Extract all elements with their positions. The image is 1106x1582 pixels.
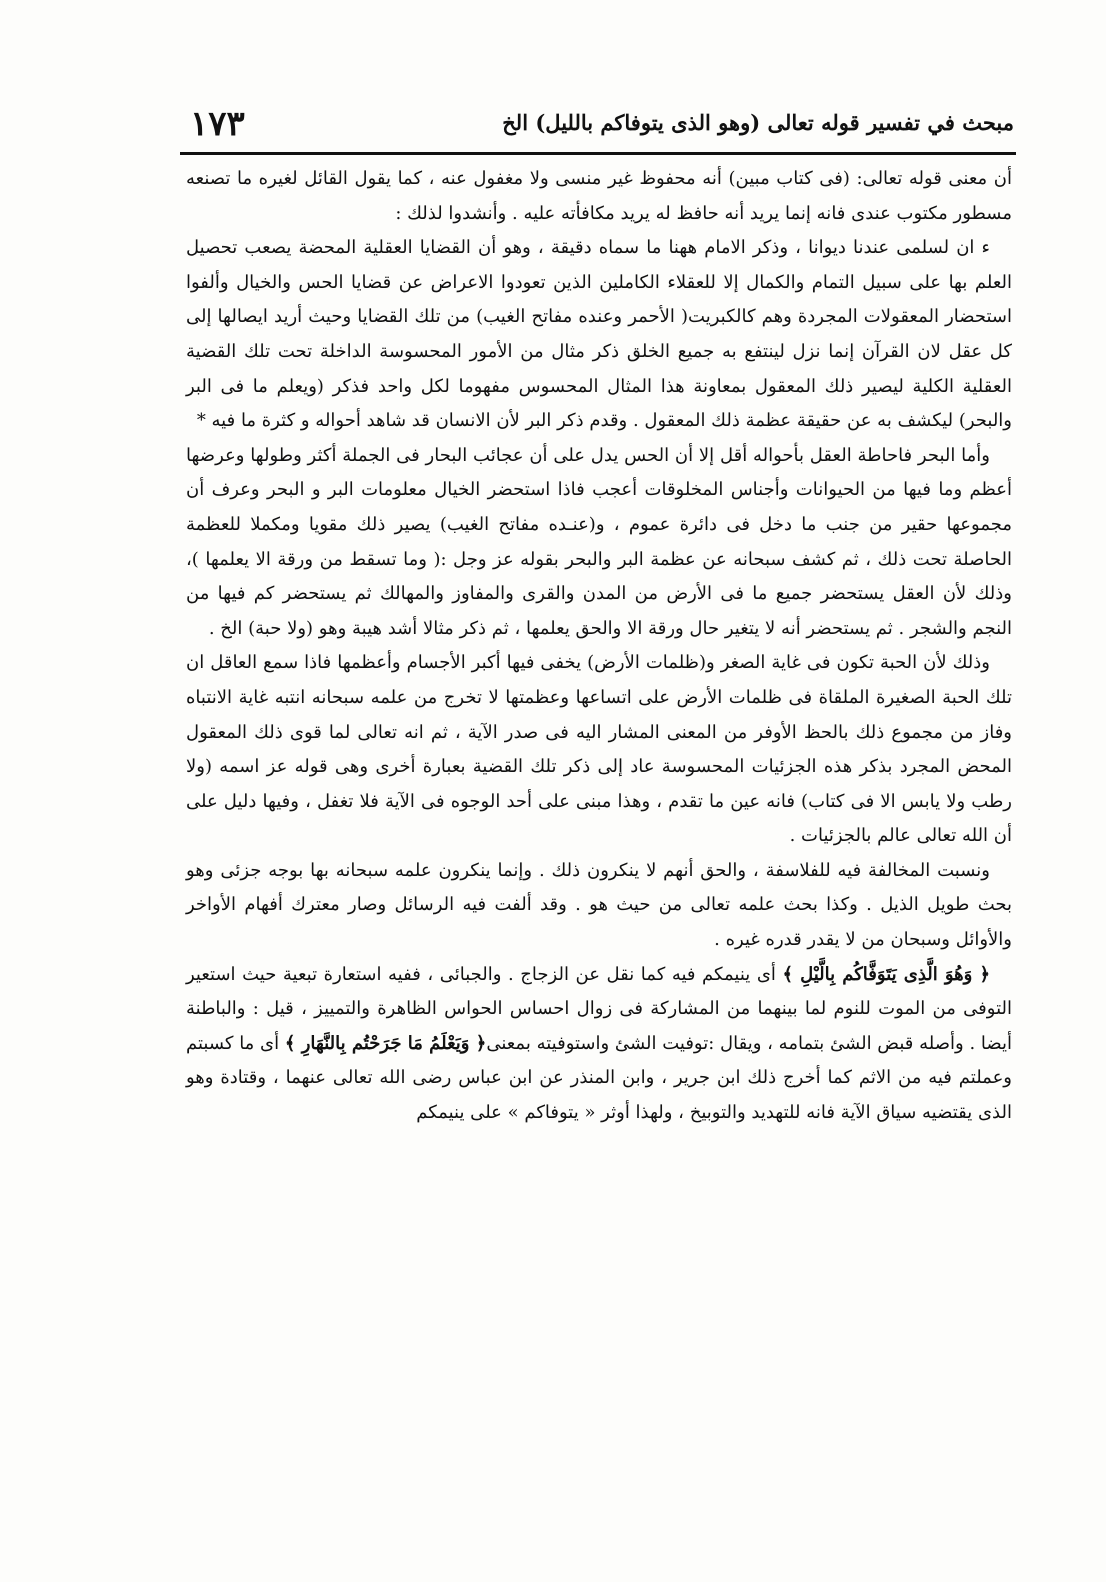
page-header [190, 104, 1014, 150]
paragraph-6-text-after: أى ما كسبتم وعملتم فيه من الاثم كما أخرج ذلك ابن جرير ، وابن المنذر عن ابن عباس رضى الله تعالى عنهما ، وقتادة وهو الذى يقتضيه سياق الآية فانه للتهديد والتوبيخ ، ولهذا أوثر « يتوفاكم » على ينيمكم [186, 1032, 1012, 1124]
quran-verse-opening: ﴿ وَهُوَ الَّذِى يَتَوَفَّاكُم بِالَّيْلِ ﴾ [782, 963, 990, 985]
paragraph-3: وأما البحر فاحاطة العقل بأحواله أقل إلا أن الحس يدل على أن عجائب البحار فى الجملة أكثر وطولها وعرضها أعظم وما فيها من الحيوانات وأجناس المخلوقات أعجب فاذا استحضر الخيال معلومات البر و البحر وعرف أن مجموعها حقير من جنب ما دخل فى دائرة عموم ، و(عنـده مفاتح الغيب) يصير ذلك مقويا ومكملا للعظمة الحاصلة تحت ذلك ، ثم كشف سبحانه عن عظمة البر والبحر بقوله عز وجل :( وما تسقط من ورقة الا يعلمها )، وذلك لأن العقل يستحضر جميع ما فى الأرض من المدن والقرى والمفاوز والمهالك ثم يستحضر كم فيها من النجم والشجر . ثم يستحضر أنه لا يتغير حال ورقة الا والحق يعلمها ، ثم ذكر مثالا أشد هيبة وهو (ولا حبة) الخ . [186, 444, 1013, 639]
paragraph-2: ء ان لسلمى عندنا ديوانا ، وذكر الامام ههنا ما سماه دقيقة ، وهو أن القضايا العقلية المحضة يصعب تحصيل العلم بها على سبيل التمام والكمال إلا للعقلاء الكاملين الذين تعودوا الاعراض عن قضايا الحس والخيال وألفوا استحضار المعقولات المجردة وهم كالكبريت( الأحمر وعنده مفاتح الغيب) من تلك القضايا وحيث أريد ايصالها إلى كل عقل لان القرآن إنما نزل لينتفع به جميع الخلق ذكر مثال من الأمور المحسوسة الداخلة تحت تلك القضية العقلية الكلية ليصير ذلك المعقول بمعاونة هذا المثال المحسوس مفهوما لكل واحد فذكر (ويعلم ما فى البر والبحر) ليكشف به عن حقيقة عظمة ذلك المعقول . وقدم ذكر البر لأن الانسان قد شاهد أحواله و كثرة ما فيه * [186, 237, 1012, 432]
paragraph-6-text: أى ينيمكم فيه كما نقل عن الزجاج . والجبائى ، ففيه استعارة تبعية حيث استعير التوفى من الموت للنوم لما بينهما من المشاركة فى زوال احساس الحواس الظاهرة والتمييز ، قيل : والباطنة أيضا . وأصله قبض الشئ بتمامه ، ويقال :توفيت الشئ واستوفيته بمعنى [186, 963, 1013, 1054]
header-rule [180, 152, 1016, 155]
body-text [186, 162, 1012, 1131]
quran-verse-second: ﴿ وَيَعْلَمُ مَا جَرَحْتُم بِالنَّهَارِ ﴾ [284, 1032, 487, 1054]
paragraph-5: ونسبت المخالفة فيه للفلاسفة ، والحق أنهم لا ينكرون ذلك . وإنما ينكرون علمه سبحانه بها بوجه جزئى وهو بحث طويل الذيل . وكذا بحث علمه تعالى من حيث هو . وقد ألفت فيه الرسائل وصار معترك أفهام الأواخر والأوائل وسبحان من لا يقدر قدره غيره . [186, 859, 1012, 951]
paragraph-6 [186, 958, 1012, 1131]
page-number: ١٧٣ [190, 104, 245, 144]
paragraph-1: أن معنى قوله تعالى: (فى كتاب مبين) أنه محفوظ غير منسى ولا مغفول عنه ، كما يقول القائل لغيره ما تصنعه مسطور مكتوب عندى فانه إنما يريد أنه حافظ له يريد مكافأته عليه . وأنشدوا لذلك : [186, 168, 1012, 224]
paragraph-4: وذلك لأن الحبة تكون فى غاية الصغر و(ظلمات الأرض) يخفى فيها أكبر الأجسام وأعظمها فاذا سمع العاقل ان تلك الحبة الصغيرة الملقاة فى ظلمات الأرض على اتساعها وعظمتها لا تخرج من علمه سبحانه انتبه غاية الانتباه وفاز من مجموع ذلك بالحظ الأوفر من المعنى المشار اليه فى صدر الآية ، ثم انه تعالى لما قوى ذلك المعقول المحض المجرد بذكر هذه الجزئيات المحسوسة عاد إلى ذكر تلك القضية بعبارة أخرى وهى قوله عز اسمه (ولا رطب ولا يابس الا فى كتاب) فانه عين ما تقدم ، وهذا مبنى على أحد الوجوه فى الآية فلا تغفل ، وفيها دليل على أن الله تعالى عالم بالجزئيات . [186, 652, 1013, 847]
running-title: مبحث في تفسير قوله تعالى (وهو الذى يتوفاكم بالليل) الخ [502, 110, 1014, 135]
